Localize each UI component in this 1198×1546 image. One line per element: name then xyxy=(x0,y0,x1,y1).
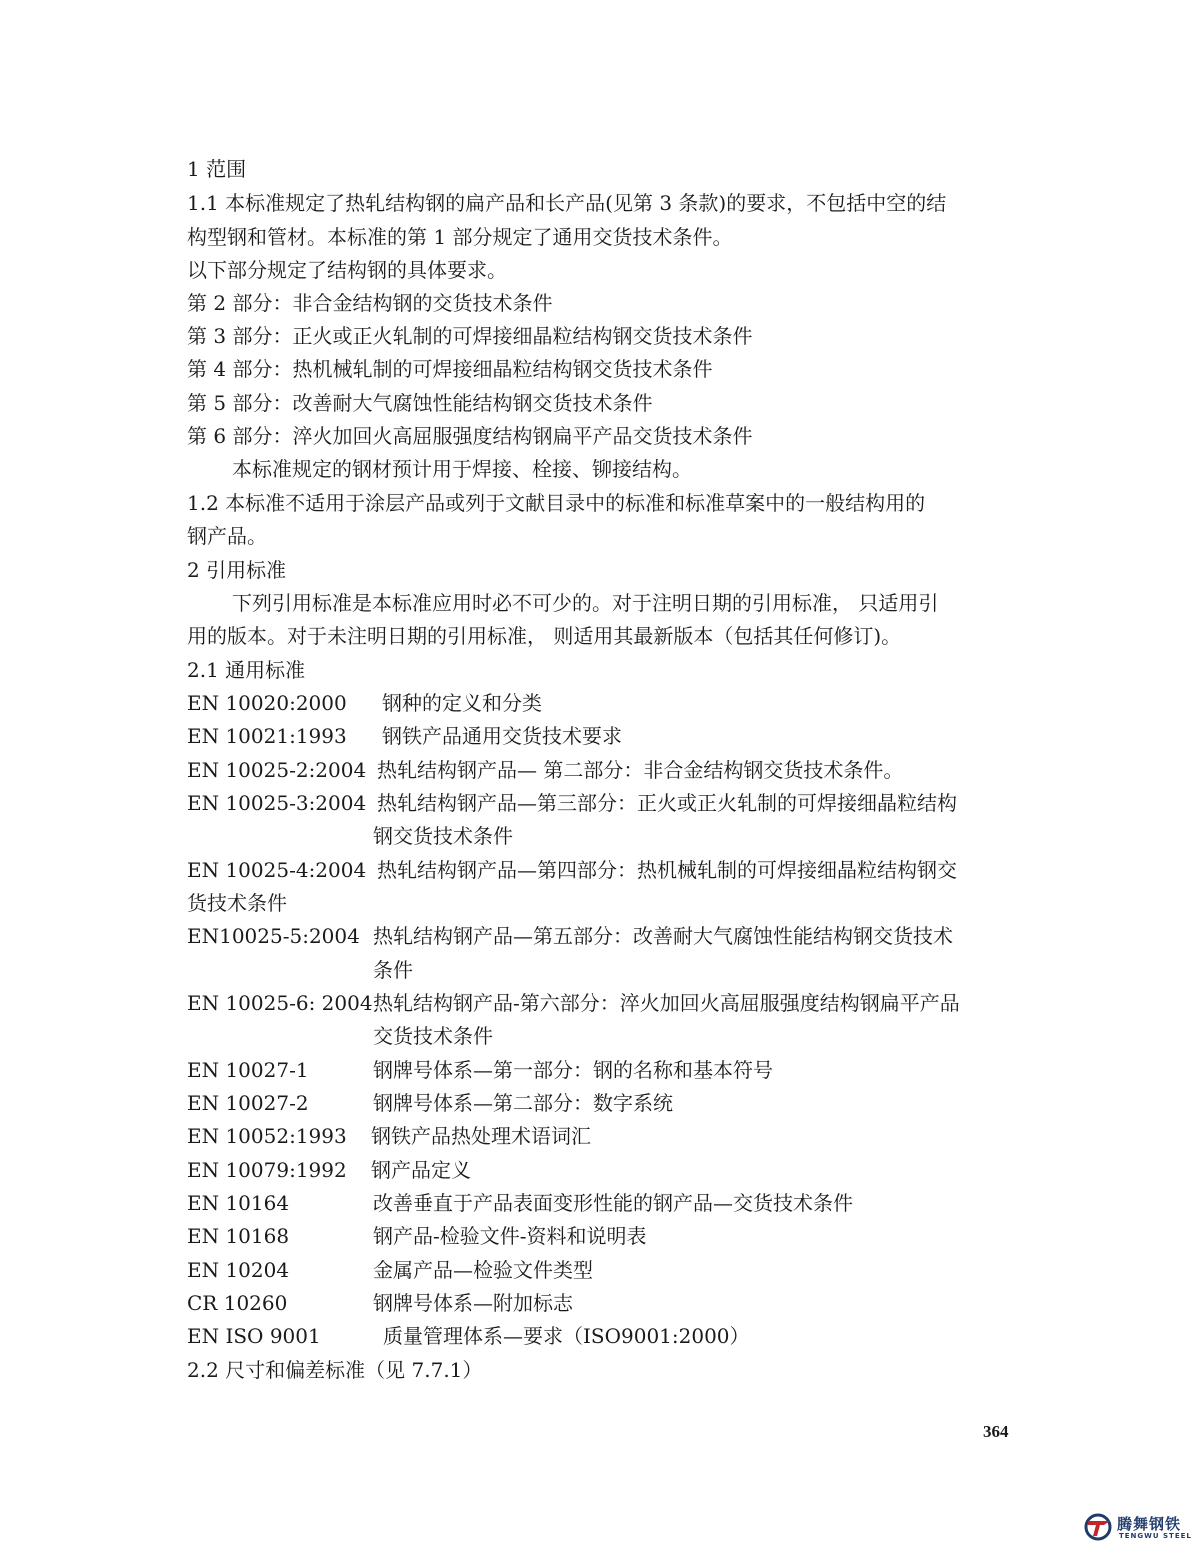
reference-title: 钢产品-检验文件-资料和说明表 xyxy=(373,1224,647,1248)
reference-title: 热轧结构钢产品— 第二部分：非合金结构钢交货技术条件。 xyxy=(377,758,904,782)
subheading-dimension-standards: 2.2 尺寸和偏差标准（见 7.7.1） xyxy=(187,1358,483,1382)
reference-code: EN 10027-1 xyxy=(187,1058,309,1082)
list-item: 第 2 部分：非合金结构钢的交货技术条件 xyxy=(187,291,553,315)
reference-title: 钢牌号体系—第一部分：钢的名称和基本符号 xyxy=(373,1058,773,1082)
reference-title: 条件 xyxy=(373,958,413,982)
reference-title: 钢牌号体系—附加标志 xyxy=(373,1291,573,1315)
logo-text-cn: 腾舞钢铁 xyxy=(1117,1515,1182,1533)
reference-title: 热轧结构钢产品-第六部分：淬火加回火高屈服强度结构钢扁平产品 xyxy=(373,991,960,1015)
reference-title: 金属产品—检验文件类型 xyxy=(373,1258,593,1282)
paragraph-line: 本标准规定的钢材预计用于焊接、栓接、铆接结构。 xyxy=(232,457,692,481)
reference-title: 质量管理体系—要求（ISO9001:2000） xyxy=(383,1324,750,1348)
reference-code: EN 10025-3:2004 xyxy=(187,791,367,815)
reference-title: 钢种的定义和分类 xyxy=(382,691,542,715)
reference-code: EN 10025-4:2004 xyxy=(187,858,367,882)
paragraph-line: 1.1 本标准规定了热轧结构钢的扁产品和长产品(见第 3 条款)的要求，不包括中空的结 xyxy=(187,191,947,215)
reference-code: EN 10052:1993 xyxy=(187,1124,347,1148)
paragraph-line: 钢产品。 xyxy=(187,524,267,548)
paragraph-line: 构型钢和管材。本标准的第 1 部分规定了通用交货技术条件。 xyxy=(187,225,733,249)
list-item: 第 6 部分：淬火加回火高屈服强度结构钢扁平产品交货技术条件 xyxy=(187,424,753,448)
reference-code: EN 10020:2000 xyxy=(187,691,347,715)
list-item: 第 4 部分：热机械轧制的可焊接细晶粒结构钢交货技术条件 xyxy=(187,357,713,381)
subheading-general-standards: 2.1 通用标准 xyxy=(187,658,306,682)
reference-code: EN 10025-6: 2004 xyxy=(187,991,373,1015)
reference-title: 热轧结构钢产品—第四部分：热机械轧制的可焊接细晶粒结构钢交 xyxy=(377,858,957,882)
reference-title: 改善垂直于产品表面变形性能的钢产品—交货技术条件 xyxy=(373,1191,853,1215)
list-item: 第 5 部分：改善耐大气腐蚀性能结构钢交货技术条件 xyxy=(187,391,653,415)
heading-normative-references: 2 引用标准 xyxy=(187,558,287,582)
paragraph-line: 以下部分规定了结构钢的具体要求。 xyxy=(187,258,507,282)
reference-code: EN ISO 9001 xyxy=(187,1324,321,1348)
reference-code: EN 10025-2:2004 xyxy=(187,758,367,782)
page-number: 364 xyxy=(983,1422,1009,1441)
paragraph-line: 1.2 本标准不适用于涂层产品或列于文献目录中的标准和标准草案中的一般结构用的 xyxy=(187,491,926,515)
reference-title: 钢交货技术条件 xyxy=(373,824,513,848)
company-logo xyxy=(1083,1512,1193,1542)
reference-title: 热轧结构钢产品—第五部分：改善耐大气腐蚀性能结构钢交货技术 xyxy=(373,924,953,948)
reference-code: EN 10079:1992 xyxy=(187,1158,347,1182)
tengwu-logo-icon xyxy=(1083,1512,1115,1542)
reference-title: 钢牌号体系—第二部分：数字系统 xyxy=(373,1091,673,1115)
paragraph-line: 下列引用标准是本标准应用时必不可少的。对于注明日期的引用标准， 只适用引 xyxy=(232,591,939,615)
reference-code: EN 10164 xyxy=(187,1191,290,1215)
paragraph-line: 用的版本。对于未注明日期的引用标准， 则适用其最新版本（包括其任何修订)。 xyxy=(187,624,902,648)
reference-code: EN 10204 xyxy=(187,1258,290,1282)
reference-title: 钢产品定义 xyxy=(371,1158,471,1182)
reference-code: EN 10027-2 xyxy=(187,1091,309,1115)
logo-text-en: TENGWU STEEL xyxy=(1119,1532,1192,1540)
reference-title: 钢铁产品通用交货技术要求 xyxy=(382,724,622,748)
reference-code: EN 10168 xyxy=(187,1224,290,1248)
reference-code: EN 10021:1993 xyxy=(187,724,347,748)
reference-code: EN10025-5:2004 xyxy=(187,924,360,948)
reference-title: 钢铁产品热处理术语词汇 xyxy=(371,1124,591,1148)
reference-title: 交货技术条件 xyxy=(373,1024,493,1048)
heading-scope: 1 范围 xyxy=(187,157,247,181)
reference-code: CR 10260 xyxy=(187,1291,288,1315)
reference-title: 热轧结构钢产品—第三部分：正火或正火轧制的可焊接细晶粒结构 xyxy=(377,791,957,815)
reference-code: 货技术条件 xyxy=(187,891,287,915)
list-item: 第 3 部分：正火或正火轧制的可焊接细晶粒结构钢交货技术条件 xyxy=(187,324,753,348)
